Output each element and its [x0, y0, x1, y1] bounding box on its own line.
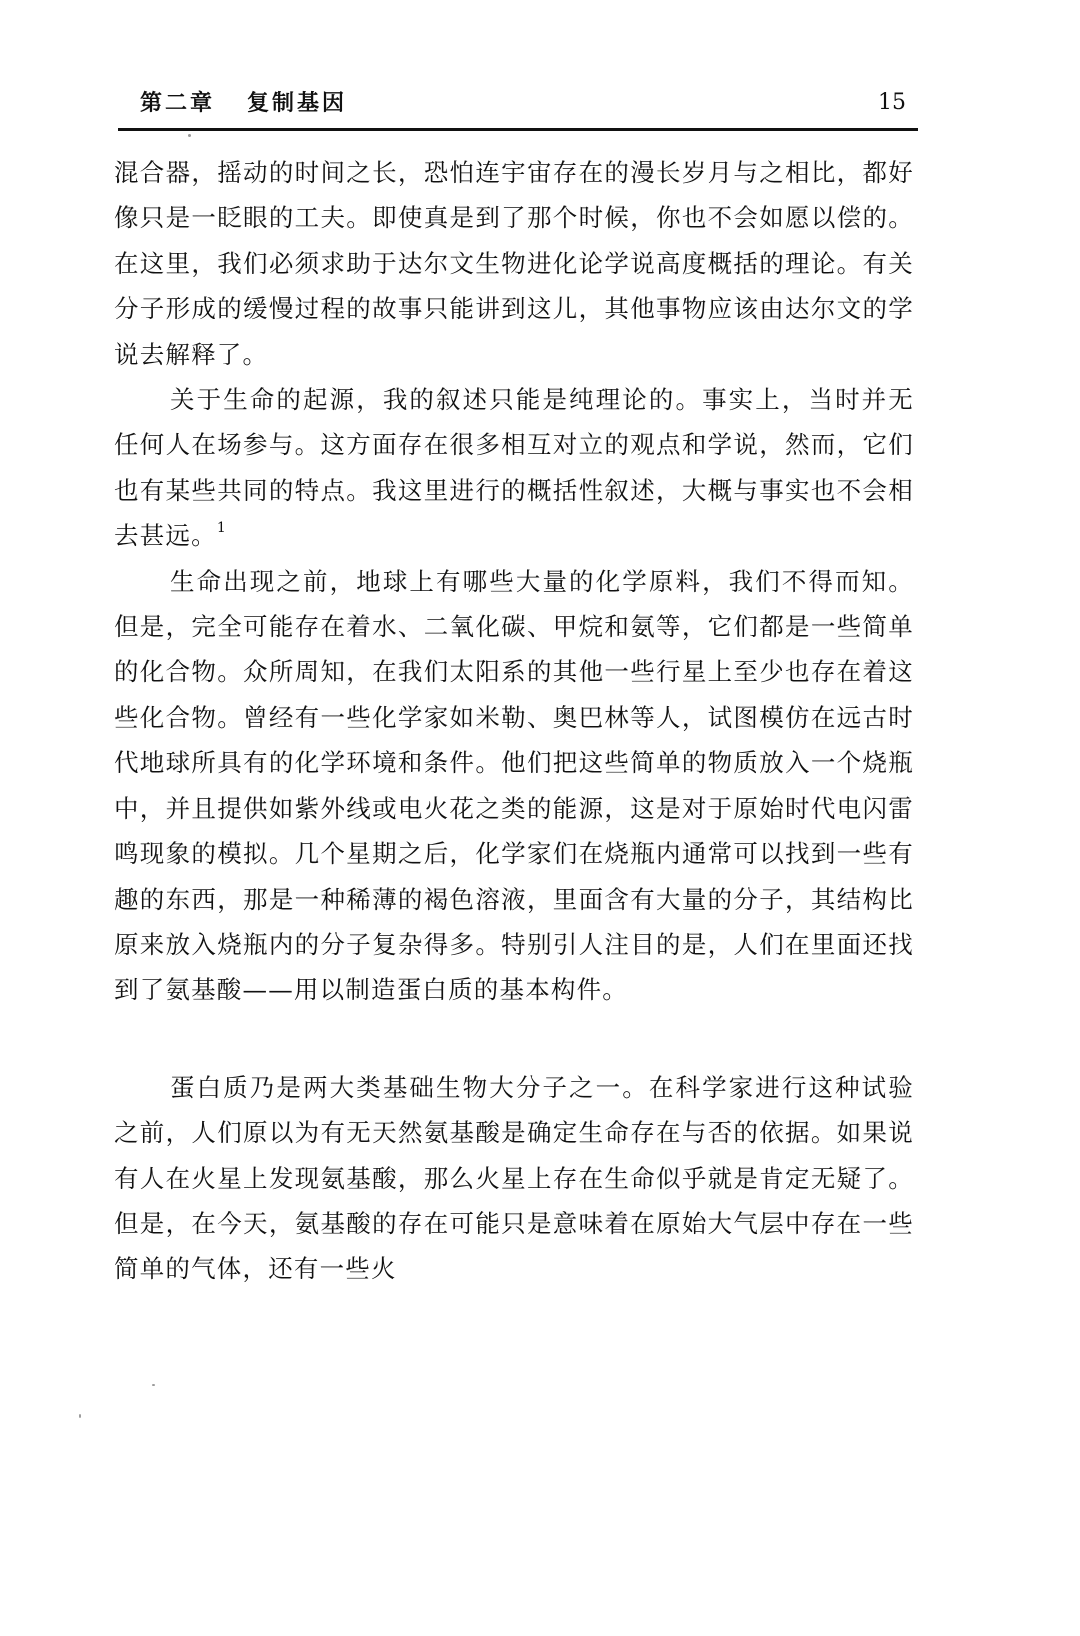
paragraph-2-text: 关于生命的起源，我的叙述只能是纯理论的。事实上，当时并无任何人在场参与。这方面存在很多相互对立的观点和学说，然而，它们也有某些共同的特点。我这里进行的概括性叙述，大概与事实也不会相去甚远。: [114, 385, 914, 551]
header-rule: [118, 128, 918, 131]
scan-speck: [152, 1384, 155, 1386]
paragraph-1-text: 混合器，摇动的时间之长，恐怕连宇宙存在的漫长岁月与之相比，都好像只是一眨眼的工夫。即使真是到了那个时候，你也不会如愿以偿的。在这里，我们必须求助于达尔文生物进化论学说高度概括的理论。有关分子形成的缓慢过程的故事只能讲到这儿，其他事物应该由达尔文的学说去解释了。: [114, 158, 914, 369]
scan-speck: [188, 134, 191, 137]
running-head: [118, 86, 918, 126]
scan-speck: [79, 1414, 81, 1418]
chapter-title: 第二章 复制基因: [140, 90, 347, 116]
body-text: [114, 150, 914, 1292]
paragraph-1: [114, 150, 914, 377]
paragraph-3: [114, 559, 914, 1013]
paragraph-3-text: 生命出现之前，地球上有哪些大量的化学原料，我们不得而知。但是，完全可能存在着水、二氧化碳、甲烷和氨等，它们都是一些简单的化合物。众所周知，在我们太阳系的其他一些行星上至少也存在着这些化合物。曾经有一些化学家如米勒、奥巴林等人，试图模仿在远古时代地球所具有的化学环境和条件。他们把这些简单的物质放入一个烧瓶中，并且提供如紫外线或电火花之类的能源，这是对于原始时代电闪雷鸣现象的模拟。几个星期之后，化学家们在烧瓶内通常可以找到一些有趣的东西，那是一种稀薄的褐色溶液，里面含有大量的分子，其结构比原来放入烧瓶内的分子复杂得多。特别引人注目的是，人们在里面还找到了氨基酸——用以制造蛋白质的基本构件。: [114, 566, 914, 1005]
paragraph-4: [114, 1065, 914, 1292]
footnote-marker[interactable]: 1: [216, 520, 227, 537]
page-number: 15: [878, 90, 906, 115]
paragraph-4-text: 蛋白质乃是两大类基础生物大分子之一。在科学家进行这种试验之前，人们原以为有无天然氨基酸是确定生命存在与否的依据。如果说有人在火星上发现氨基酸，那么火星上存在生命似乎就是肯定无疑了。但是，在今天，氨基酸的存在可能只是意味着在原始大气层中存在一些简单的气体，还有一些火: [114, 1072, 914, 1284]
paragraph-2: [114, 377, 914, 559]
